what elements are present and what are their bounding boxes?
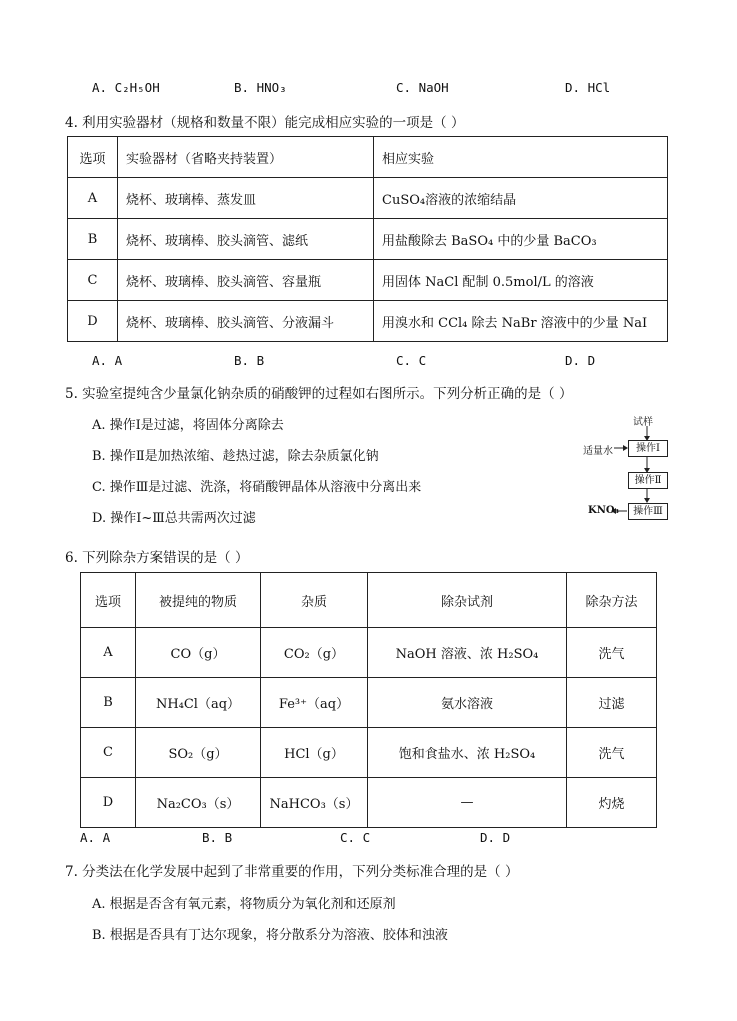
table-cell: 烧杯、玻璃棒、胶头滴管、容量瓶	[118, 260, 374, 301]
table-cell: 用固体 NaCl 配制 0.5mol/L 的溶液	[374, 260, 668, 301]
table-cell: 烧杯、玻璃棒、胶头滴管、滤纸	[118, 219, 374, 260]
table-cell: A	[68, 178, 118, 219]
table-header-row	[68, 137, 668, 178]
diagram-op2-box: 操作Ⅱ	[628, 472, 668, 489]
table-cell: HCl（g）	[261, 728, 368, 778]
table-cell: CO₂（g）	[261, 628, 368, 678]
table-header-cell: 杂质	[261, 573, 368, 628]
q6-stem: 6. 下列除杂方案错误的是（ ）	[65, 550, 249, 566]
q3-option-b: B. HNO₃	[234, 80, 287, 95]
table-header-cell: 被提纯的物质	[136, 573, 261, 628]
q5-stem: 5. 实验室提纯含少量氯化钠杂质的硝酸钾的过程如右图所示。下列分析正确的是（ ）	[65, 386, 573, 402]
table-cell: —	[368, 778, 567, 828]
table-row	[81, 678, 657, 728]
table-header-row	[81, 573, 657, 628]
diagram-product-label: KNO₃	[588, 505, 619, 516]
table-cell: C	[81, 728, 136, 778]
q6-option-b: B. B	[202, 830, 233, 845]
table-cell: A	[81, 628, 136, 678]
q3-option-d: D. HCl	[565, 80, 611, 95]
table-row	[68, 260, 668, 301]
q4-option-b: B. B	[234, 353, 265, 368]
q6-table	[80, 572, 657, 828]
table-row	[68, 301, 668, 342]
diagram-op3-box: 操作Ⅲ	[628, 503, 668, 520]
diagram-water-label: 适量水	[583, 446, 613, 457]
table-header-cell: 实验器材（省略夹持装置）	[118, 137, 374, 178]
diagram-op1-box: 操作Ⅰ	[628, 440, 668, 457]
q6-option-a: A. A	[80, 830, 111, 845]
table-row	[81, 778, 657, 828]
table-cell: Na₂CO₃（s）	[136, 778, 261, 828]
table-header-cell: 相应实验	[374, 137, 668, 178]
q4-table	[67, 136, 668, 342]
q4-option-d: D. D	[565, 353, 596, 368]
table-cell: CO（g）	[136, 628, 261, 678]
table-cell: C	[68, 260, 118, 301]
table-header-cell: 除杂试剂	[368, 573, 567, 628]
table-cell: 灼烧	[567, 778, 657, 828]
q6-option-c: C. C	[340, 830, 371, 845]
table-cell: 过滤	[567, 678, 657, 728]
q5-option-d: D. 操作Ⅰ~Ⅲ总共需两次过滤	[92, 511, 256, 526]
table-cell: B	[68, 219, 118, 260]
table-header-cell: 除杂方法	[567, 573, 657, 628]
table-cell: NaHCO₃（s）	[261, 778, 368, 828]
table-cell: 烧杯、玻璃棒、胶头滴管、分液漏斗	[118, 301, 374, 342]
table-cell: CuSO₄溶液的浓缩结晶	[374, 178, 668, 219]
table-row	[68, 178, 668, 219]
q5-option-a: A. 操作Ⅰ是过滤，将固体分离除去	[92, 418, 284, 433]
table-header-cell: 选项	[68, 137, 118, 178]
table-cell: D	[68, 301, 118, 342]
table-row	[81, 728, 657, 778]
table-row	[81, 628, 657, 678]
q7-option-a: A. 根据是否含有氧元素，将物质分为氧化剂和还原剂	[92, 897, 396, 912]
q4-option-c: C. C	[396, 353, 427, 368]
table-row	[68, 219, 668, 260]
table-cell: B	[81, 678, 136, 728]
table-cell: 洗气	[567, 628, 657, 678]
table-cell: NH₄Cl（aq）	[136, 678, 261, 728]
table-cell: 用盐酸除去 BaSO₄ 中的少量 BaCO₃	[374, 219, 668, 260]
q6-option-d: D. D	[480, 830, 511, 845]
table-cell: 饱和食盐水、浓 H₂SO₄	[368, 728, 567, 778]
table-cell: SO₂（g）	[136, 728, 261, 778]
table-cell: 烧杯、玻璃棒、蒸发皿	[118, 178, 374, 219]
table-cell: 氨水溶液	[368, 678, 567, 728]
q3-option-c: C. NaOH	[396, 80, 449, 95]
q4-option-a: A. A	[92, 353, 123, 368]
q5-option-b: B. 操作Ⅱ是加热浓缩、趁热过滤，除去杂质氯化钠	[92, 449, 379, 464]
table-cell: 用溴水和 CCl₄ 除去 NaBr 溶液中的少量 NaI	[374, 301, 668, 342]
table-cell: 洗气	[567, 728, 657, 778]
table-cell: D	[81, 778, 136, 828]
q7-option-b: B. 根据是否具有丁达尔现象，将分散系分为溶液、胶体和浊液	[92, 928, 448, 943]
table-header-cell: 选项	[81, 573, 136, 628]
q3-option-a: A. C₂H₅OH	[92, 80, 160, 95]
q4-stem: 4. 利用实验器材（规格和数量不限）能完成相应实验的一项是（ ）	[65, 115, 465, 131]
diagram-sample-label: 试样	[633, 417, 653, 428]
table-cell: NaOH 溶液、浓 H₂SO₄	[368, 628, 567, 678]
q7-stem: 7. 分类法在化学发展中起到了非常重要的作用，下列分类标准合理的是（ ）	[65, 864, 519, 880]
q5-option-c: C. 操作Ⅲ是过滤、洗涤，将硝酸钾晶体从溶液中分离出来	[92, 480, 422, 495]
table-cell: Fe³⁺（aq）	[261, 678, 368, 728]
